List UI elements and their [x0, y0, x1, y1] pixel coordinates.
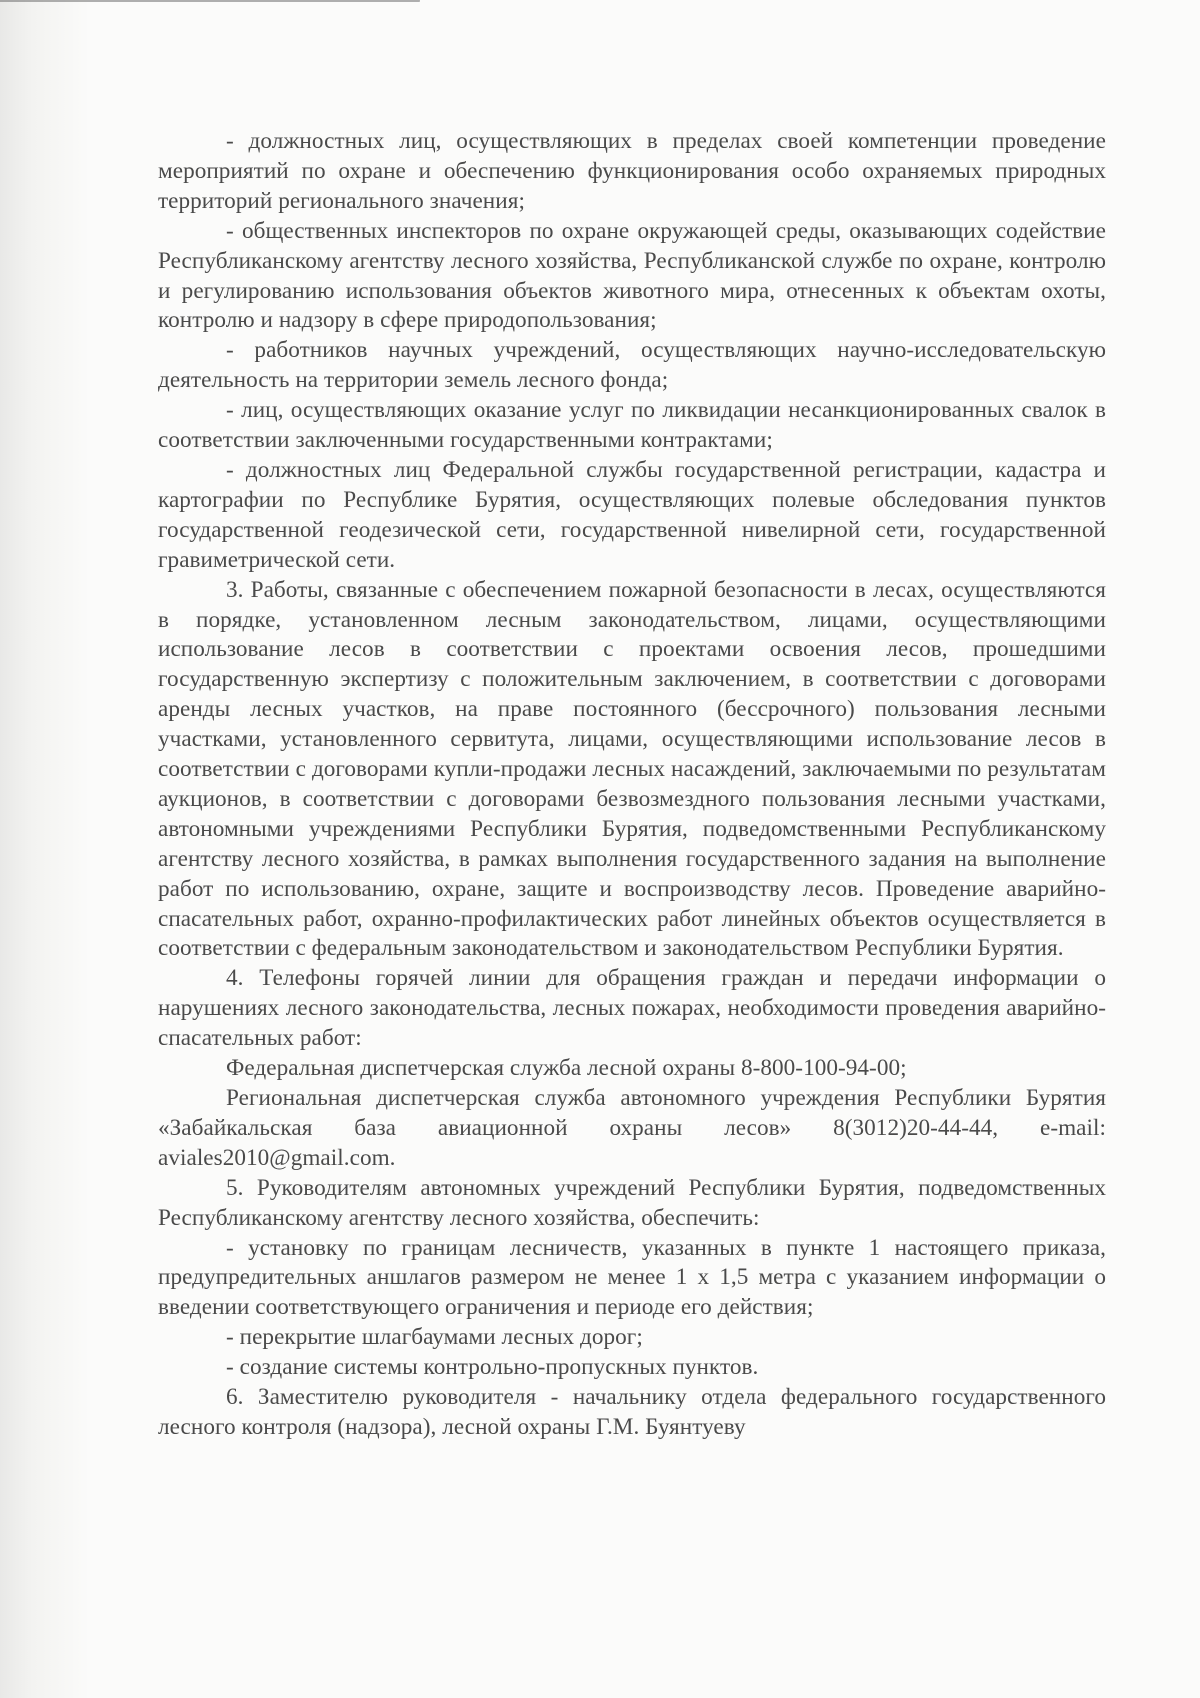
paragraph-public-inspectors: - общественных инспекторов по охране окружающей среды, оказывающих содействие Республиканскому агентству лесного хозяйства, Республиканской службе по охране, контролю и регулированию использования объектов животного мира, отнесенных к объектам охоты, контролю и надзору в сфере природопользования; — [158, 217, 1106, 334]
paragraph-item-4: 4. Телефоны горячей линии для обращения граждан и передачи информации о нарушениях лесного законодательства, лесных пожарах, необходимости проведения аварийно-спасательных работ: — [158, 965, 1106, 1052]
paragraph-item-6: 6. Заместителю руководителя - начальнику отдела федерального государственного лесного контроля (надзора), лесной охраны Г.М. Буянтуеву — [158, 1384, 1106, 1440]
paragraph-item-3: 3. Работы, связанные с обеспечением пожарной безопасности в лесах, осуществляются в порядке, установленном лесным законодательством, лицами, осуществляющими использование лесов в соответствии с проектами освоения лесов, прошедшими государственную экспертизу с положительным заключением, в соответствии с договорами аренды лесных участков, на праве постоянного (бессрочного) пользования лесными участками, установленного сервитута, лицами, осуществляющими использование лесов в соответствии с договорами купли-продажи лесных насаждений, заключаемыми по результатам аукционов, в соответствии с договорами безвозмездного пользования лесными участками, автономными учреждениями Республики Бурятия, подведомственными Республиканскому агентству лесного хозяйства, в рамках выполнения государственного задания на выполнение работ по использованию, охране, защите и воспроизводству лесов. Проведение аварийно-спасательных работ, охранно-профилактических работ линейных объектов осуществляется в соответствии с федеральным законодательством и законодательством Республики Бурятия. — [158, 576, 1106, 962]
scan-corner-line — [0, 0, 420, 42]
paragraph-dump-liquidation: - лиц, осуществляющих оказание услуг по ликвидации несанкционированных свалок в соответствии заключенными государственными контрактами; — [158, 397, 1106, 454]
paragraph-regional-hotline: Региональная диспетчерская служба автономного учреждения Республики Бурятия «Забайкальская база авиационной охраны лесов» 8(3012)20-44-44, e-mail: aviales2010@gmail.com. — [158, 1085, 1106, 1171]
paragraph-item-5: 5. Руководителям автономных учреждений Республики Бурятия, подведомственных Республиканскому агентству лесного хозяйства, обеспечить: — [158, 1174, 1106, 1231]
scan-shadow-edge — [0, 0, 90, 1698]
paragraph-signs: - установку по границам лесничеств, указанных в пункте 1 настоящего приказа, предупредительных аншлагов размером не менее 1 х 1,5 метра с указанием информации о введении соответствующего ограничения и периоде его действия; — [158, 1234, 1106, 1321]
paragraph-federal-hotline: Федеральная диспетчерская служба лесной охраны 8-800-100-94-00; — [226, 1055, 907, 1082]
paragraph-barriers: - перекрытие шлагбаумами лесных дорог; — [226, 1324, 643, 1351]
paragraph-rosreestr-officials: - должностных лиц Федеральной службы государственной регистрации, кадастра и картографии по Республике Бурятия, осуществляющих полевые обследования пунктов государственной геодезической сети, государственной нивелирной сети, государственной гравиметрической сети. — [158, 456, 1106, 573]
document-body — [158, 127, 1106, 1443]
paragraph-officials-oopt: - должностных лиц, осуществляющих в пределах своей компетенции проведение мероприятий по охране и обеспечению функционирования особо охраняемых природных территорий регионального значения; — [158, 128, 1106, 214]
paragraph-checkpoints: - создание системы контрольно-пропускных пунктов. — [226, 1354, 759, 1381]
paragraph-research-workers: - работников научных учреждений, осуществляющих научно-исследовательскую деятельность на территории земель лесного фонда; — [158, 337, 1106, 394]
